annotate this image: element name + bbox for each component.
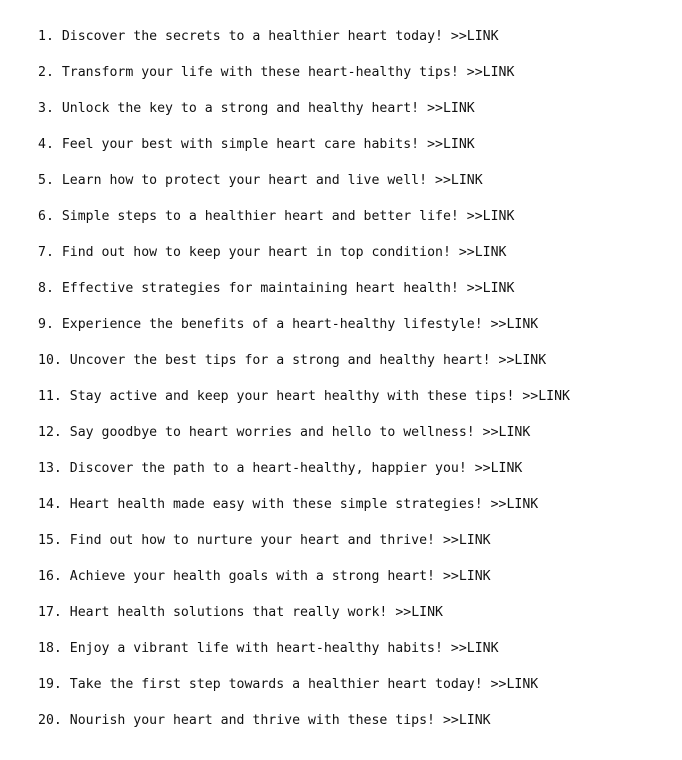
item-link[interactable]: >>LINK	[442, 713, 491, 728]
item-text: Nourish your heart and thrive with these tips!	[69, 713, 436, 728]
item-link[interactable]: >>LINK	[458, 245, 507, 260]
item-number: 19.	[38, 677, 62, 692]
item-link[interactable]: >>LINK	[427, 101, 475, 116]
item-number: 18.	[38, 641, 62, 656]
list-item	[38, 712, 672, 748]
item-link[interactable]: >>LINK	[427, 137, 475, 152]
item-link[interactable]: >>LINK	[450, 29, 499, 44]
item-number: 4.	[38, 137, 54, 152]
item-link[interactable]: >>LINK	[490, 497, 539, 512]
item-number: 16.	[38, 569, 62, 584]
item-link[interactable]: >>LINK	[490, 317, 539, 332]
item-text: Uncover the best tips for a strong and healthy heart!	[69, 353, 491, 368]
item-text: Take the first step towards a healthier heart today!	[69, 677, 483, 692]
item-text: Experience the benefits of a heart-healthy lifestyle!	[61, 317, 483, 332]
item-text: Simple steps to a healthier heart and better life!	[61, 209, 459, 224]
list-item	[38, 532, 672, 568]
item-number: 20.	[38, 713, 62, 728]
item-link[interactable]: >>LINK	[442, 533, 491, 548]
item-text: Unlock the key to a strong and healthy heart!	[61, 101, 420, 116]
item-link[interactable]: >>LINK	[435, 173, 483, 188]
list-item	[38, 460, 672, 496]
item-link[interactable]: >>LINK	[490, 677, 539, 692]
item-text: Achieve your health goals with a strong heart!	[69, 569, 436, 584]
list-item	[38, 388, 672, 424]
list-item	[38, 208, 672, 244]
item-number: 9.	[38, 317, 54, 332]
list-item	[38, 172, 672, 208]
item-text: Enjoy a vibrant life with heart-healthy habits!	[69, 641, 443, 656]
list-item	[38, 352, 672, 388]
item-link[interactable]: >>LINK	[498, 353, 547, 368]
item-link[interactable]: >>LINK	[395, 605, 443, 620]
item-text: Transform your life with these heart-healthy tips!	[61, 65, 459, 80]
item-number: 2.	[38, 65, 54, 80]
item-link[interactable]: >>LINK	[442, 569, 491, 584]
item-number: 8.	[38, 281, 54, 296]
item-link[interactable]: >>LINK	[482, 425, 531, 440]
item-link[interactable]: >>LINK	[466, 65, 515, 80]
item-number: 1.	[38, 29, 54, 44]
item-text: Find out how to keep your heart in top condition!	[61, 245, 451, 260]
item-number: 15.	[38, 533, 62, 548]
item-number: 5.	[38, 173, 54, 188]
item-number: 13.	[38, 461, 62, 476]
list-item	[38, 244, 672, 280]
list-item	[38, 100, 672, 136]
item-link[interactable]: >>LINK	[450, 641, 499, 656]
item-text: Effective strategies for maintaining heart health!	[61, 281, 459, 296]
item-text: Heart health made easy with these simple strategies!	[69, 497, 483, 512]
item-number: 17.	[38, 605, 62, 620]
item-text: Learn how to protect your heart and live well!	[61, 173, 428, 188]
item-text: Feel your best with simple heart care habits!	[61, 137, 420, 152]
item-text: Find out how to nurture your heart and thrive!	[69, 533, 436, 548]
item-number: 10.	[38, 353, 62, 368]
list-item	[38, 136, 672, 172]
item-text: Stay active and keep your heart healthy with these tips!	[69, 389, 515, 404]
item-number: 14.	[38, 497, 62, 512]
item-number: 7.	[38, 245, 54, 260]
list-item	[38, 424, 672, 460]
list-item	[38, 604, 672, 640]
list-item	[38, 496, 672, 532]
item-number: 6.	[38, 209, 54, 224]
item-text: Heart health solutions that really work!	[69, 605, 388, 620]
item-number: 3.	[38, 101, 54, 116]
item-link[interactable]: >>LINK	[474, 461, 523, 476]
list-item	[38, 316, 672, 352]
list-item	[38, 568, 672, 604]
list-item	[38, 28, 672, 64]
item-text: Discover the secrets to a healthier heart today!	[61, 29, 443, 44]
item-text: Say goodbye to heart worries and hello to wellness!	[69, 425, 475, 440]
item-link[interactable]: >>LINK	[466, 281, 515, 296]
item-link[interactable]: >>LINK	[466, 209, 515, 224]
list-item	[38, 280, 672, 316]
item-number: 12.	[38, 425, 62, 440]
headline-list	[38, 28, 672, 748]
item-number: 11.	[38, 389, 62, 404]
item-text: Discover the path to a heart-healthy, happier you!	[69, 461, 467, 476]
list-item	[38, 64, 672, 100]
list-item	[38, 640, 672, 676]
list-item	[38, 676, 672, 712]
item-link[interactable]: >>LINK	[522, 389, 570, 404]
